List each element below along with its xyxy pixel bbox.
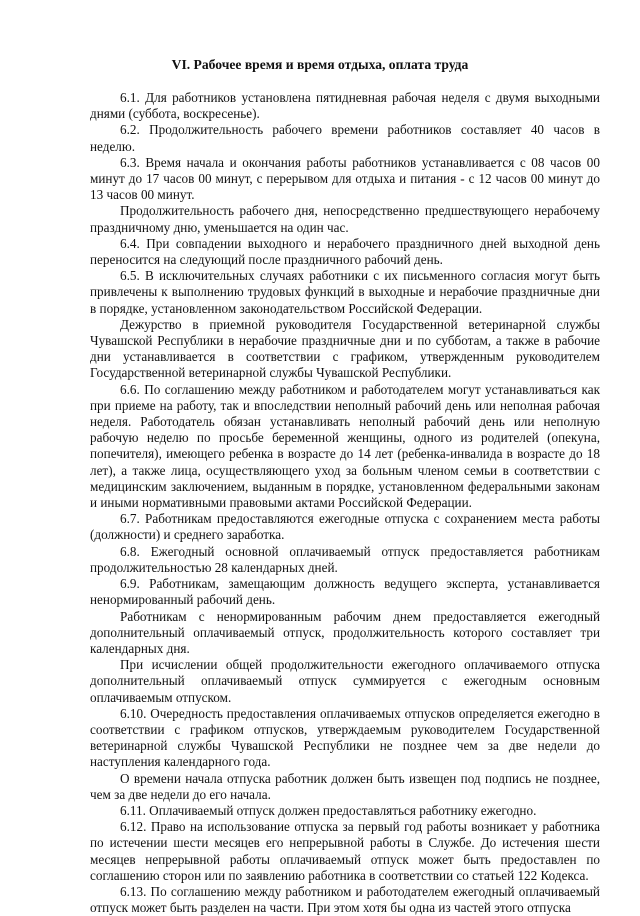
section-title: VI. Рабочее время и время отдыха, оплата труда xyxy=(171,57,469,72)
paragraph-6-13: 6.13. По соглашению между работником и работодателем ежегодный оплачиваемый отпуск может быть разделен на части. При этом хотя бы одна из частей этого отпуска xyxy=(90,883,600,916)
paragraph-6-11: 6.11. Оплачиваемый отпуск должен предоставляться работнику ежегодно. xyxy=(120,802,537,818)
paragraph-6-9-extra-leave: Работникам с ненормированным рабочим днем предоставляется ежегодный дополнительный оплачиваемый отпуск, продолжительность которого составляет три календарных дня. xyxy=(90,608,600,656)
paragraph-6-4: 6.4. При совпадении выходного и нерабочего праздничного дней выходной день переносится на следующий после праздничного рабочий день. xyxy=(90,235,600,268)
paragraph-6-9: 6.9. Работникам, замещающим должность ведущего эксперта, устанавливается ненормированный рабочий день. xyxy=(90,576,600,608)
paragraph-6-2: 6.2. Продолжительность рабочего времени работников составляет 40 часов в неделю. xyxy=(90,122,600,154)
paragraph-6-8: 6.8. Ежегодный основной оплачиваемый отпуск предоставляется работникам продолжительностью 28 календарных дней. xyxy=(90,543,600,575)
paragraph-6-1: 6.1. Для работников установлена пятидневная рабочая неделя с двумя выходными днями (суббота, воскресенье). xyxy=(90,90,600,122)
paragraph-6-9-calculation: При исчислении общей продолжительности ежегодного оплачиваемого отпуска дополнительный оплачиваемый отпуск суммируется с ежегодным основным оплачиваемым отпуском. xyxy=(90,657,600,705)
paragraph-6-12: 6.12. Право на использование отпуска за первый год работы возникает у работника по истечении шести месяцев его непрерывной работы в Службе. До истечения шести месяцев непрерывной работы оплачиваемый отпуск может быть предоставлен по соглашению сторон или по заявлению работника в соответствии со статьей 122 Кодекса. xyxy=(90,819,600,883)
paragraph-6-3: 6.3. Время начала и окончания работы работников устанавливается с 08 часов 00 минут до 17 часов 00 минут, с перерывом для отдыха и питания - с 12 часов 00 минут до 13 часов 00 минут. xyxy=(90,154,600,203)
paragraph-6-3-note: Продолжительность рабочего дня, непосредственно предшествующего нерабочему праздничному дню, уменьшается на один час. xyxy=(90,203,600,235)
paragraph-6-5: 6.5. В исключительных случаях работники с их письменного согласия могут быть привлечены к выполнению трудовых функций в выходные и нерабочие праздничные дни в порядке, установленном законодательством Российской Федерации. xyxy=(90,268,600,316)
paragraph-6-5-duty: Дежурство в приемной руководителя Государственной ветеринарной службы Чувашской Республики в нерабочие праздничные дни и по субботам, а также в рабочие дни устанавливается в соответствии с графиком, утвержденным руководителем Государственной ветеринарной службы Чувашской Республики. xyxy=(90,316,600,381)
paragraph-6-10-notice: О времени начала отпуска работник должен быть извещен под подпись не позднее, чем за две недели до его начала. xyxy=(90,770,600,802)
paragraph-6-10: 6.10. Очередность предоставления оплачиваемых отпусков определяется ежегодно в соответствии с графиком отпусков, утверждаемым руководителем Государственной ветеринарной службы Чувашской Республики не позднее чем за две недели до наступления календарного года. xyxy=(90,705,600,770)
paragraph-6-7: 6.7. Работникам предоставляются ежегодные отпуска с сохранением места работы (должности) и среднего заработка. xyxy=(90,511,600,543)
document-body xyxy=(90,90,600,916)
paragraph-6-6: 6.6. По соглашению между работником и работодателем могут устанавливаться как при приеме на работу, так и впоследствии неполный рабочий день или неполная рабочая неделя. Работодатель обязан устанавливать неполный рабочий день или неполную рабочую неделю по просьбе беременной женщины, одного из родителей (опекуна, попечителя), имеющего ребенка в возрасте до 14 лет (ребенка-инвалида в возрасте до 18 лет), а также лица, осуществляющего уход за больным членом семьи в соответствии с медицинским заключением, выданным в порядке, установленном федеральными законам и иными нормативными правовыми актами Российской Федерации. xyxy=(90,381,600,511)
